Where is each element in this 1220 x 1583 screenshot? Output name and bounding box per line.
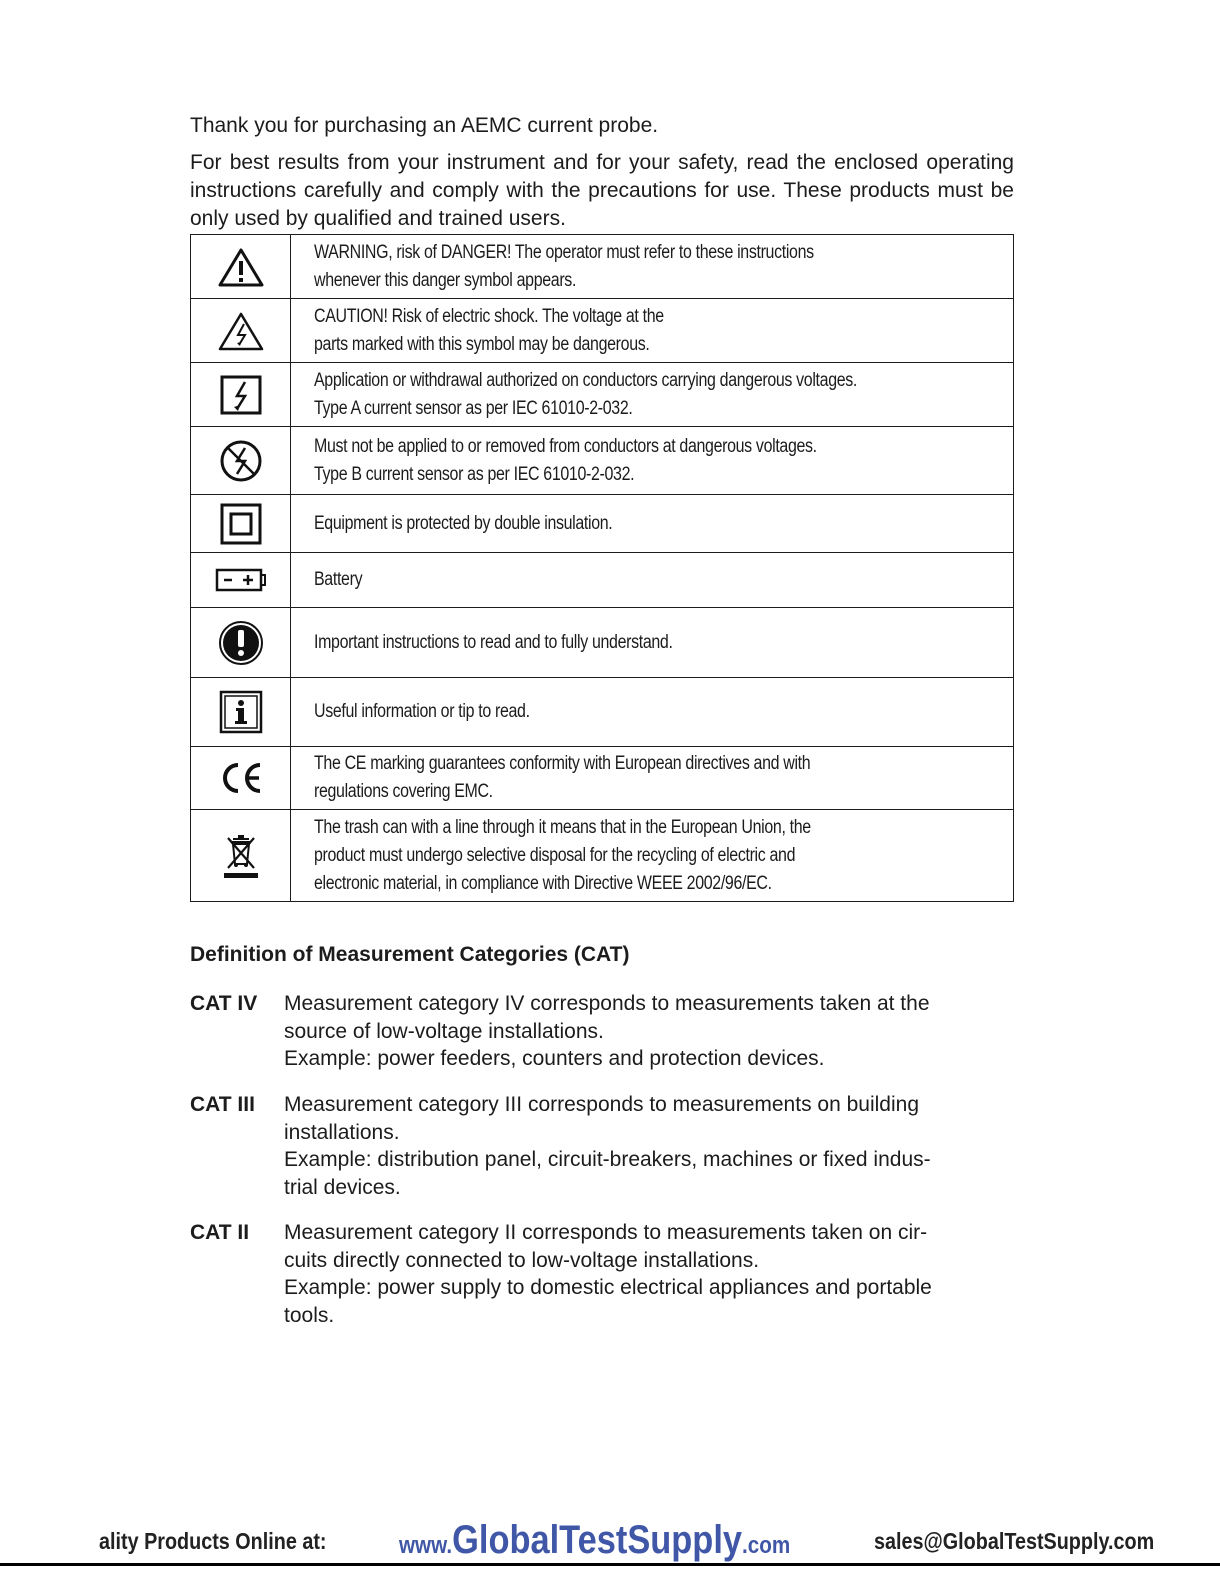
symbol-row [191, 363, 1014, 427]
category-line: Example: power feeders, counters and protection devices. [284, 1047, 825, 1070]
symbol-text: Must not be applied to or removed from conductors at dangerous voltages. [314, 435, 817, 457]
symbol-text: whenever this danger symbol appears. [314, 269, 577, 291]
symbol-row [191, 495, 1014, 553]
electric-shock-icon [218, 311, 264, 351]
category-line: source of low-voltage installations. [284, 1019, 604, 1043]
symbol-row [191, 427, 1014, 495]
url-prefix: www. [399, 1532, 453, 1559]
symbol-row [191, 299, 1014, 363]
category-line: tools. [284, 1303, 335, 1327]
type-a-sensor-icon [219, 374, 263, 416]
symbol-row [191, 678, 1014, 747]
category-item [190, 1091, 1000, 1201]
symbol-text: The trash can with a line through it means that in the European Union, the [314, 816, 811, 838]
symbol-text: Application or withdrawal authorized on conductors carrying dangerous voltages. [314, 369, 858, 391]
category-description [284, 990, 1000, 1073]
symbol-text: Battery [314, 569, 363, 590]
category-description [284, 1219, 1000, 1329]
symbol-text: Type B current sensor as per IEC 61010-2-032. [314, 463, 635, 485]
category-line: Measurement category III corresponds to measurements on building [284, 1093, 919, 1116]
intro-thanks: Thank you for purchasing an AEMC current probe. [190, 114, 659, 137]
category-line: trial devices. [284, 1175, 401, 1199]
ce-mark-icon [218, 761, 264, 795]
url-suffix: .com [742, 1532, 791, 1559]
warning-triangle-icon [218, 247, 264, 287]
symbol-row [191, 235, 1014, 299]
category-line: Example: distribution panel, circuit-breakers, machines or fixed indus- [284, 1148, 931, 1171]
symbol-row [191, 747, 1014, 810]
category-description [284, 1091, 1000, 1201]
symbol-text: electronic material, in compliance with Directive WEEE 2002/96/EC. [314, 872, 772, 894]
symbol-text: product must undergo selective disposal for the recycling of electric and [314, 844, 796, 866]
url-main: GlobalTestSupply [452, 1518, 743, 1562]
symbol-text: Important instructions to read and to fully understand. [314, 631, 673, 653]
double-insulation-icon [220, 503, 262, 545]
weee-trash-icon [221, 832, 261, 880]
symbol-row [191, 608, 1014, 678]
symbol-text: Equipment is protected by double insulation. [314, 512, 613, 534]
symbol-row [191, 553, 1014, 608]
important-icon [218, 620, 264, 666]
symbol-text: CAUTION! Risk of electric shock. The voltage at the [314, 305, 664, 327]
symbol-text: Useful information or tip to read. [314, 701, 530, 722]
categories-title: Definition of Measurement Categories (CAT) [190, 943, 630, 966]
bottom-rule [0, 1563, 1220, 1566]
category-line: Measurement category II corresponds to measurements taken on cir- [284, 1221, 928, 1244]
category-line: Measurement category IV corresponds to measurements taken at the [284, 992, 930, 1015]
footer-email: sales@GlobalTestSupply.com [874, 1528, 1155, 1554]
symbol-row [191, 810, 1014, 902]
battery-icon [215, 568, 267, 592]
category-label: CAT II [190, 1221, 250, 1244]
symbol-text: regulations covering EMC. [314, 781, 493, 802]
symbol-text: The CE marking guarantees conformity with European directives and with [314, 753, 811, 774]
category-label: CAT IV [190, 992, 258, 1015]
symbol-text: parts marked with this symbol may be dangerous. [314, 333, 650, 355]
category-label: CAT III [190, 1093, 255, 1116]
intro-instructions: For best results from your instrument and for your safety, read the enclosed operating instructions carefully and comply with the precautions for use. These products must be only used by qualified and trained users. [190, 151, 1014, 230]
category-item [190, 1219, 1000, 1329]
footer-tagline: ality Products Online at: [99, 1528, 327, 1554]
symbols-table [190, 234, 1014, 902]
page-footer [0, 1518, 1220, 1568]
category-line: cuits directly connected to low-voltage installations. [284, 1248, 760, 1272]
category-item [190, 990, 1000, 1073]
footer-website-link[interactable] [399, 1518, 790, 1563]
info-icon [219, 690, 263, 734]
symbol-text: Type A current sensor as per IEC 61010-2-032. [314, 397, 633, 419]
type-b-sensor-icon [219, 439, 263, 483]
category-line: Example: power supply to domestic electrical appliances and portable [284, 1276, 932, 1299]
footer-email-link[interactable] [874, 1528, 1155, 1555]
symbol-text: WARNING, risk of DANGER! The operator must refer to these instructions [314, 241, 814, 263]
category-line: installations. [284, 1120, 400, 1144]
